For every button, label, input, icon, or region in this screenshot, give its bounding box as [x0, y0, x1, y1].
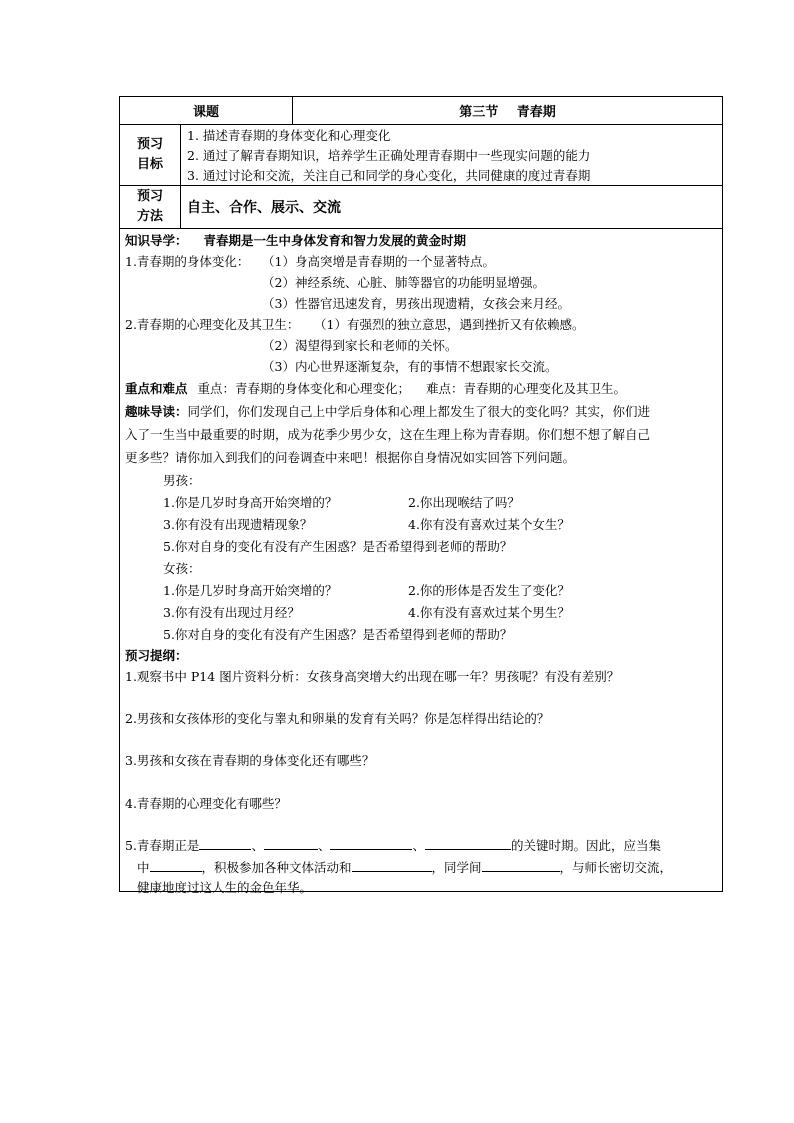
- intro-line: 入了一生当中最重要的时期，成为花季少男少女，这在生理上称为青春期。你们想不想了解自己: [125, 427, 651, 442]
- objectives-list: [187, 126, 590, 186]
- answer-blank[interactable]: [264, 837, 318, 850]
- fill-in-line: 5.青春期正是 、 、 、 的关键时期。因此，应当集: [125, 838, 661, 853]
- answer-blank[interactable]: [150, 859, 202, 872]
- worksheet-body: [120, 229, 722, 895]
- outline-question: 3.男孩和女孩在青春期的身体变化还有哪些？: [125, 753, 375, 768]
- mind-change-item: （3）内心世界逐渐复杂，有的事情不想跟家长交流。: [262, 359, 558, 374]
- guide-line: [125, 233, 466, 249]
- survey-question: 3.你有没有出现遗精现象？: [163, 517, 313, 532]
- objective-item: 3. 通过讨论和交流，关注自己和同学的身心变化，共同健康的度过青春期: [187, 168, 591, 183]
- intro-label: 趣味导读：: [125, 404, 188, 419]
- method-label: 预习 方法: [136, 189, 163, 224]
- body-change-title: 1.青春期的身体变化：: [125, 254, 250, 269]
- key-point: 重点：青春期的身体变化和心理变化；: [197, 381, 411, 396]
- survey-question: 1.你是几岁时身高开始突增的？: [163, 495, 338, 510]
- answer-blank[interactable]: [199, 837, 251, 850]
- boys-label: 男孩：: [163, 473, 201, 488]
- answer-blank[interactable]: [482, 859, 560, 872]
- survey-question: 5.你对自身的变化有没有产生困惑？是否希望得到老师的帮助？: [163, 627, 513, 642]
- outline-question: 2.男孩和女孩体形的变化与睾丸和卵巢的发育有关吗？你是怎样得出结论的？: [125, 711, 550, 726]
- outline-question: 1.观察书中 P14 图片资料分析：女孩身高突增大约出现在哪一年？男孩呢？有没有差别？: [125, 669, 620, 684]
- survey-question: 4.你有没有喜欢过某个女生？: [408, 517, 570, 532]
- guide-label: 知识导学：: [125, 233, 188, 248]
- body-change-item: （2）神经系统、心脏、肺等器官的功能明显增强。: [262, 275, 545, 290]
- survey-question: 4.你有没有喜欢过某个男生？: [408, 605, 570, 620]
- intro-line: 更多些？请你加入到我们的问卷调查中来吧！根据你自身情况如实回答下列问题。: [125, 450, 576, 465]
- objective-item: 2. 通过了解青春期知识，培养学生正确处理青春期中一些现实问题的能力: [187, 148, 591, 163]
- body-change-item: （3）性器官迅速发育，男孩出现遗精，女孩会来月经。: [262, 296, 570, 311]
- survey-question: 5.你对自身的变化有没有产生困惑？是否希望得到老师的帮助？: [163, 539, 513, 554]
- body-change-item: （1）身高突增是青春期的一个显著特点。: [262, 254, 495, 269]
- mind-change-item: （1）有强烈的独立意思，遇到挫折又有依赖感。: [314, 317, 585, 332]
- survey-question: 2.你出现喉结了吗？: [408, 495, 520, 510]
- objective-item: 1. 描述青春期的身体变化和心理变化: [187, 128, 391, 143]
- key-points-line: [125, 381, 626, 397]
- method-row: [120, 186, 722, 229]
- survey-question: 1.你是几岁时身高开始突增的？: [163, 583, 338, 598]
- fill-in-line: 健康地度过这人生的金色年华。: [137, 880, 313, 895]
- outline-question: 4.青春期的心理变化有哪些？: [125, 796, 287, 811]
- lesson-title: 第三节 青春期: [459, 105, 556, 120]
- girls-label: 女孩：: [163, 561, 201, 576]
- objectives-row: [120, 125, 722, 186]
- method-text: 自主、合作、展示、交流: [187, 200, 341, 216]
- topic-label: 课题: [192, 105, 219, 120]
- objectives-label: 预习 目标: [136, 137, 163, 172]
- guide-headline: 青春期是一生中身体发育和智力发展的黄金时期: [203, 233, 467, 248]
- header-row: [120, 97, 722, 125]
- worksheet-table: [119, 96, 723, 895]
- answer-blank[interactable]: [425, 837, 511, 850]
- answer-blank[interactable]: [330, 837, 412, 850]
- intro-line: 趣味导读：同学们，你们发现自己上中学后身体和心理上都发生了很大的变化吗？其实，你们进: [125, 404, 651, 419]
- mind-change-title: 2.青春期的心理变化及其卫生：: [125, 317, 300, 332]
- fill-in-line: 中 ，积极参加各种文体活动和 ，同学间 ，与师长密切交流，: [137, 860, 673, 875]
- survey-question: 3.你有没有出现过月经？: [163, 605, 300, 620]
- difficult-point: 难点：青春期的心理变化及其卫生。: [426, 381, 627, 396]
- survey-question: 2.你的形体是否发生了变化？: [408, 583, 570, 598]
- mind-change-item: （2）渴望得到家长和老师的关怀。: [262, 338, 458, 353]
- outline-label: 预习提纲：: [125, 648, 188, 663]
- answer-blank[interactable]: [352, 859, 432, 872]
- key-label: 重点和难点: [125, 381, 188, 396]
